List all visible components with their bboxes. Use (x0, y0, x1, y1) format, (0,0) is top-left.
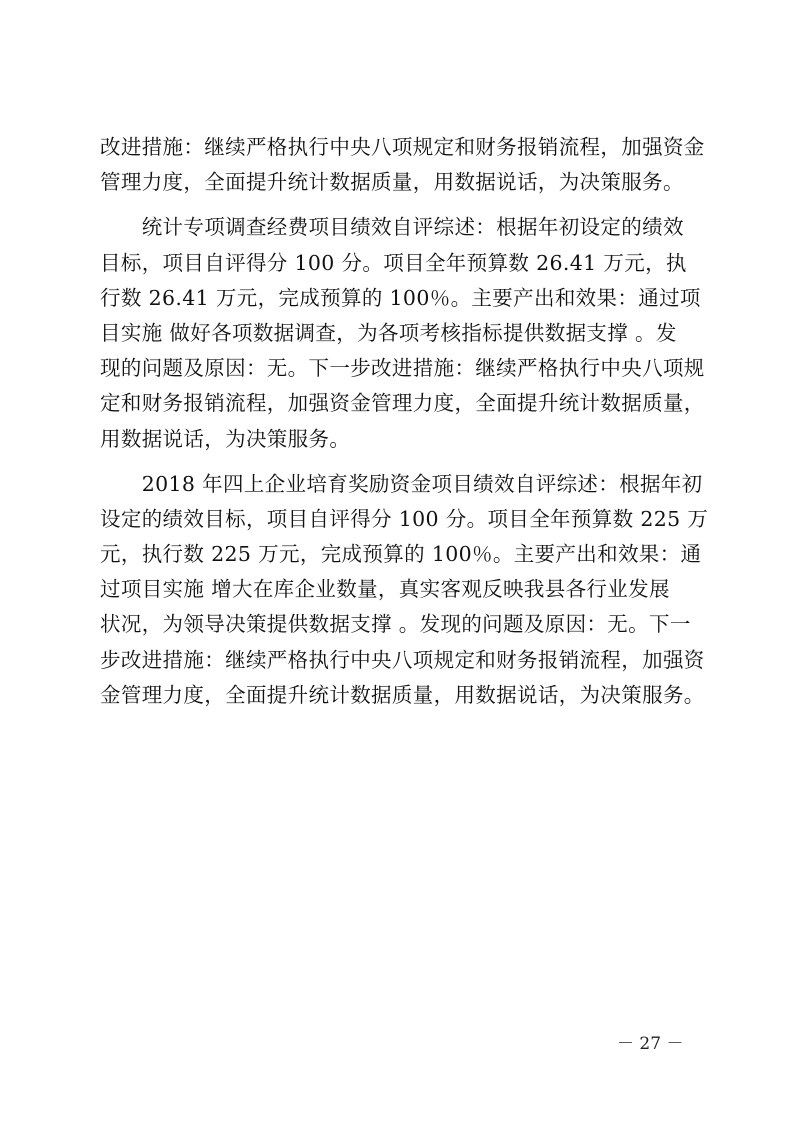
text-line: 步改进措施：继续严格执行中央八项规定和财务报销流程，加强资 (100, 647, 705, 672)
text-line: 2018 年四上企业培育奖励资金项目绩效自评综述：根据年初 (100, 471, 703, 496)
text-line: 现的问题及原因：无。下一步改进措施：继续严格执行中央八项规 (100, 356, 705, 381)
text-line: 设定的绩效目标，项目自评得分 100 分。项目全年预算数 225 万 (100, 506, 709, 531)
text-line: 金管理力度，全面提升统计数据质量，用数据说话，为决策服务。 (100, 682, 705, 707)
document-body (100, 130, 709, 713)
text-line: 定和财务报销流程，加强资金管理力度，全面提升统计数据质量， (100, 391, 705, 416)
text-line: 目标，项目自评得分 100 分。项目全年预算数 26.41 万元，执 (100, 250, 687, 275)
text-line: 统计专项调查经费项目绩效自评综述：根据年初设定的绩效 (100, 215, 684, 240)
text-line: 管理力度，全面提升统计数据质量，用数据说话，为决策服务。 (100, 170, 684, 195)
paragraph-statistics-survey-funds (100, 210, 705, 456)
page-number: － 27 － (617, 1034, 684, 1054)
text-line: 状况，为领导决策提供数据支撑 。发现的问题及原因：无。下一 (100, 612, 691, 637)
text-line: 元，执行数 225 万元，完成预算的 100％。主要产出和效果：通 (100, 542, 702, 567)
text-line: 改进措施：继续严格执行中央八项规定和财务报销流程，加强资金 (100, 135, 705, 159)
paragraph-enterprise-incentive-funds (100, 467, 709, 713)
text-line: 过项目实施 增大在库企业数量，真实客观反映我县各行业发展 (100, 577, 670, 602)
text-line: 目实施 做好各项数据调查，为各项考核指标提供数据支撑 。发 (100, 320, 677, 345)
text-line: 用数据说话，为决策服务。 (100, 426, 351, 451)
paragraph-improvement-measures (100, 130, 705, 200)
text-line: 行数 26.41 万元，完成预算的 100％。主要产出和效果：通过项 (100, 285, 701, 310)
